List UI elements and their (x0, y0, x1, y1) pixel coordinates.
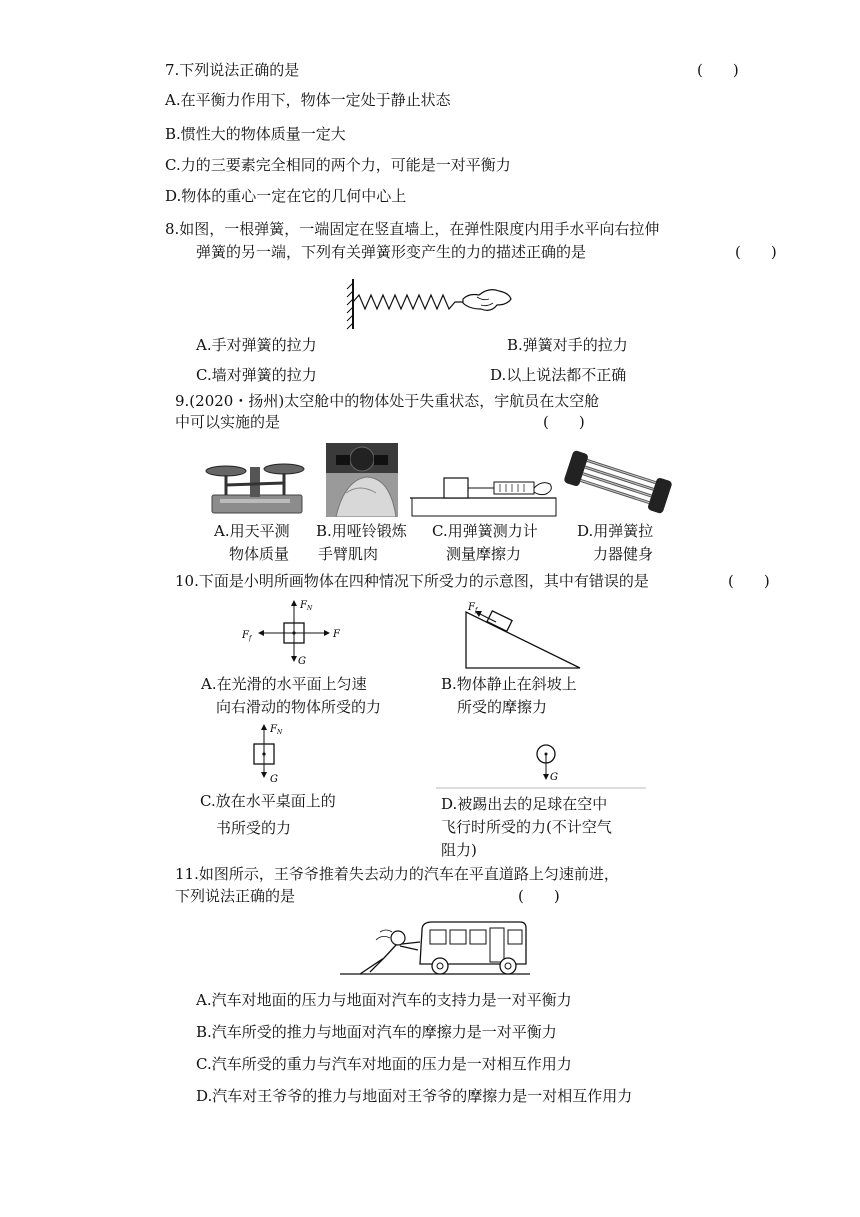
label-g-d: G (550, 772, 558, 783)
q9-caption-a-line2: 物体质量 (229, 545, 290, 563)
label-fn-a: $F_N$ (300, 600, 313, 612)
q10-stem: 10.下面是小明所画物体在四种情况下所受力的示意图，其中有错误的是 (175, 572, 649, 590)
q10-caption-d-line2: 飞行时所受的力(不计空气 (441, 818, 612, 836)
q9-caption-c-line2: 测量摩擦力 (446, 545, 522, 563)
q8-stem-line1: 8.如图，一根弹簧，一端固定在竖直墙上，在弹性限度内用手水平向右拉伸 (165, 220, 660, 238)
q10-caption-d-line1: D.被踢出去的足球在空中 (441, 795, 608, 813)
q8-option-a: A.手对弹簧的拉力 (196, 336, 317, 354)
spring-expander-photo (562, 447, 674, 517)
q8-stem-line2: 弹簧的另一端，下列有关弹簧形变产生的力的描述正确的是 (196, 243, 587, 261)
q8-option-c: C.墙对弹簧的拉力 (196, 366, 317, 384)
q9-caption-a-line1: A.用天平测 (214, 522, 290, 540)
q11-option-d: D.汽车对王爷爷的推力与地面对王爷爷的摩擦力是一对相互作用力 (196, 1087, 633, 1105)
q10-caption-c-line1: C.放在水平桌面上的 (200, 792, 336, 810)
q7-option-d: D.物体的重心一定在它的几何中心上 (165, 187, 407, 205)
q11-option-a: A.汽车对地面的压力与地面对汽车的支持力是一对平衡力 (196, 991, 572, 1009)
q7-option-a: A.在平衡力作用下，物体一定处于静止状态 (165, 91, 451, 109)
force-diagram-a (240, 598, 360, 668)
label-ff-a: $F_f$ (242, 630, 252, 642)
q11-option-c: C.汽车所受的重力与汽车对地面的压力是一对相互作用力 (196, 1055, 572, 1073)
balance-photo (200, 447, 310, 517)
q10-caption-b-line1: B.物体静止在斜坡上 (441, 675, 577, 693)
bus-wheel-rear (432, 958, 448, 974)
label-ff-b: $F_f$ (468, 602, 478, 614)
q11-stem-line2: 下列说法正确的是 (175, 887, 296, 905)
force-diagram-b (460, 600, 585, 672)
q8-answer-bracket: ( ) (735, 243, 777, 261)
spring-scale-friction-figure (408, 448, 558, 520)
q10-caption-a-line2: 向右滑动的物体所受的力 (216, 698, 382, 716)
q10-answer-bracket: ( ) (728, 572, 770, 590)
q9-caption-c-line1: C.用弹簧测力计 (432, 522, 538, 540)
label-f-a: F (333, 629, 340, 640)
q11-option-b: B.汽车所受的推力与地面对汽车的摩擦力是一对平衡力 (196, 1023, 557, 1041)
q9-stem-line2: 中可以实施的是 (175, 413, 281, 431)
q10-caption-c-line2: 书所受的力 (216, 819, 292, 837)
q9-answer-bracket: ( ) (543, 413, 585, 431)
q10-caption-d-line3: 阻力) (441, 841, 477, 859)
man-body (360, 942, 420, 974)
label-fn-c: $F_N$ (270, 724, 283, 736)
man-head (391, 931, 405, 945)
q9-caption-b-line1: B.用哑铃锻炼 (316, 522, 407, 540)
q10-caption-b-line2: 所受的摩擦力 (457, 698, 548, 716)
label-g-a: G (298, 656, 306, 667)
q8-option-b: B.弹簧对手的拉力 (507, 336, 628, 354)
q7-option-c: C.力的三要素完全相同的两个力，可能是一对平衡力 (165, 156, 511, 174)
q7-option-b: B.惯性大的物体质量一定大 (165, 125, 346, 143)
q9-caption-b-line2: 手臂肌肉 (318, 545, 379, 563)
push-car-figure (340, 918, 530, 980)
hand-drawing (463, 290, 511, 311)
q7-answer-bracket: ( ) (697, 61, 739, 79)
q11-stem-line1: 11.如图所示，王爷爷推着失去动力的汽车在平直道路上匀速前进， (175, 865, 619, 883)
q11-answer-bracket: ( ) (518, 887, 560, 905)
spring-figure (345, 275, 515, 331)
q9-caption-d-line2: 力器健身 (593, 545, 654, 563)
force-diagram-d (436, 740, 646, 790)
q8-option-d: D.以上说法都不正确 (490, 366, 627, 384)
q9-caption-d-line1: D.用弹簧拉 (577, 522, 654, 540)
force-diagram-c (240, 720, 300, 786)
q7-stem: 7.下列说法正确的是 (165, 61, 300, 79)
q10-caption-a-line1: A.在光滑的水平面上匀速 (201, 675, 367, 693)
spring-coil (353, 295, 463, 309)
q9-stem-line1: 9.(2020・扬州)太空舱中的物体处于失重状态，宇航员在太空舱 (175, 392, 600, 410)
dumbbell-photo (326, 443, 398, 517)
bus-wheel-front (500, 958, 516, 974)
label-g-c: G (270, 774, 278, 785)
